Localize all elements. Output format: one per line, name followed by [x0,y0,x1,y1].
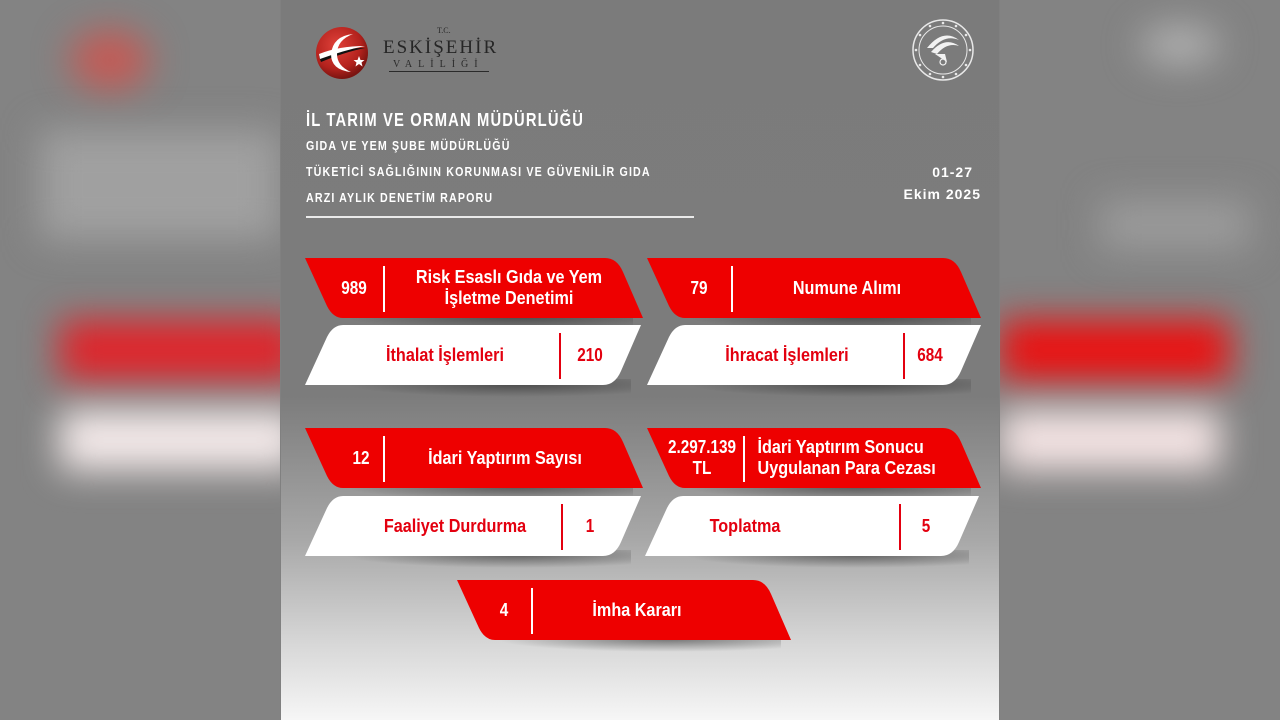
stat-label: Risk Esaslı Gıda ve Yem İşletme Denetimi [415,267,603,308]
globe-logo-icon [315,26,369,80]
report-date-month: Ekim 2025 [903,186,981,202]
stat-label: İhracat İşlemleri [725,344,849,365]
stat-card-imports [305,325,641,385]
stat-card-sampling [647,258,981,318]
blurred-backdrop-right [1000,0,1280,720]
stat-value: 210 [577,344,603,365]
stat-card-exports [647,325,981,385]
stat-value: 5 [921,515,931,536]
stat-label: Toplatma [709,515,781,536]
eskisehir-valiligi-logo [313,26,499,82]
stat-label: İdari Yaptırım Sayısı [428,447,582,468]
stat-card-suspension [305,496,641,556]
stat-card-sanctions [305,428,643,488]
logo-tc-text: T.C. [437,26,451,35]
stat-label: İdari Yaptırım Sonucu Uygulanan Para Cezası [757,437,936,478]
header-divider [306,216,694,218]
header-report-title-line1: TÜKETİCİ SAĞLIĞININ KORUNMASI VE GÜVENİLİR GIDA [306,164,651,179]
stat-value: 79 [690,277,708,298]
stat-label: Numune Alımı [792,277,902,298]
header-directorate: İL TARIM VE ORMAN MÜDÜRLÜĞÜ [306,110,585,130]
logo-sub-text: VALİLİĞİ [393,59,484,70]
stat-value: 4 [499,599,509,620]
stat-value: 12 [352,447,370,468]
stat-value: 684 [917,344,943,365]
header-branch: GIDA VE YEM ŞUBE MÜDÜRLÜĞÜ [306,138,511,153]
stat-card-risk-inspection [305,258,643,318]
stat-value: 989 [341,277,367,298]
blurred-backdrop-left [0,0,280,720]
ministry-seal-icon [911,18,975,82]
report-poster [281,0,999,720]
stat-value: 1 [585,515,595,536]
stat-card-fines [647,428,981,488]
header-report-title-line2: ARZI AYLIK DENETİM RAPORU [306,190,494,205]
logo-underline [389,71,489,72]
stat-card-destruction [457,580,791,640]
stat-card-recall [645,496,979,556]
report-date-range: 01-27 [932,164,973,180]
stat-label: İthalat İşlemleri [386,344,504,365]
logo-name-text: ESKİŞEHİR [383,37,499,58]
stat-label: Faaliyet Durdurma [383,515,527,536]
stat-value: 2.297.139 TL [667,437,737,478]
stat-label: İmha Kararı [592,599,682,620]
